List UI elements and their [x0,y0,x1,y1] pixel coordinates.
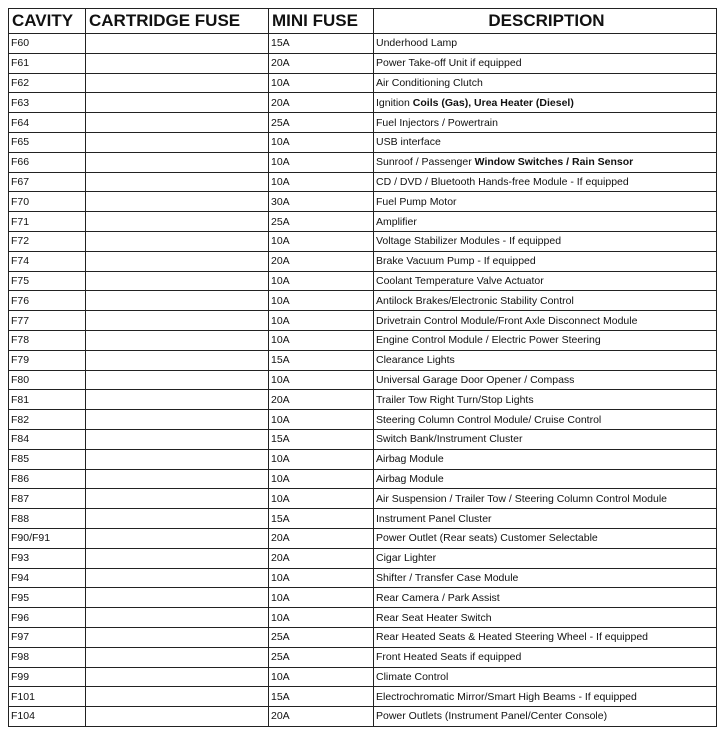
cavity-cell-text: F79 [11,354,30,367]
mini-fuse-cell-text: 25A [271,215,290,228]
cartridge-fuse-cell [86,212,269,232]
cartridge-fuse-cell [86,469,269,489]
description-cell-text: Fuel Pump Motor [376,195,457,208]
cavity-cell [9,528,86,548]
mini-fuse-cell-text: 15A [271,690,290,703]
cartridge-fuse-cell [86,291,269,311]
description-cell [374,34,717,54]
cavity-cell [9,390,86,410]
cartridge-fuse-cell [86,251,269,271]
description-cell [374,53,717,73]
cavity-cell [9,509,86,529]
cavity-cell [9,647,86,667]
cartridge-fuse-cell [86,231,269,251]
cartridge-fuse-cell [86,410,269,430]
cavity-cell-text: F101 [11,690,35,703]
cartridge-fuse-cell [86,172,269,192]
table-row [9,113,717,133]
description-cell [374,291,717,311]
cartridge-fuse-cell [86,667,269,687]
table-row [9,251,717,271]
table-row [9,271,717,291]
cavity-cell [9,172,86,192]
mini-fuse-cell-text: 10A [271,175,290,188]
cavity-cell-text: F80 [11,373,30,386]
cavity-cell [9,212,86,232]
cavity-cell-text: F66 [11,156,30,169]
cavity-cell [9,34,86,54]
table-row [9,528,717,548]
cavity-cell-text: F75 [11,274,30,287]
description-cell-text: CD / DVD / Bluetooth Hands-free Module - If equipped [376,175,629,188]
mini-fuse-cell [269,667,374,687]
cavity-cell [9,449,86,469]
description-cell [374,212,717,232]
description-cell [374,548,717,568]
cavity-cell [9,687,86,707]
description-cell [374,489,717,509]
table-row [9,667,717,687]
mini-fuse-cell [269,271,374,291]
mini-fuse-cell-text: 20A [271,393,290,406]
mini-fuse-cell-text: 20A [271,96,290,109]
mini-fuse-cell [269,291,374,311]
description-cell-text: Trailer Tow Right Turn/Stop Lights [376,393,534,406]
cavity-cell [9,350,86,370]
description-cell [374,528,717,548]
description-cell [374,172,717,192]
cartridge-fuse-cell [86,192,269,212]
description-cell [374,608,717,628]
cartridge-fuse-cell [86,509,269,529]
table-row [9,410,717,430]
description-cell-text: Ignition [376,96,413,109]
description-cell [374,251,717,271]
description-cell [374,687,717,707]
mini-fuse-cell-text: 25A [271,651,290,664]
cartridge-fuse-cell [86,271,269,291]
table-row [9,390,717,410]
cartridge-fuse-cell [86,707,269,727]
cartridge-fuse-cell [86,528,269,548]
description-cell [374,152,717,172]
mini-fuse-cell [269,647,374,667]
mini-fuse-cell-text: 10A [271,274,290,287]
cartridge-fuse-cell [86,132,269,152]
cartridge-fuse-cell [86,608,269,628]
cartridge-fuse-cell [86,311,269,331]
mini-fuse-cell [269,370,374,390]
description-cell-text: Climate Control [376,670,449,683]
table-row [9,53,717,73]
mini-fuse-cell [269,34,374,54]
table-row [9,429,717,449]
cartridge-fuse-cell [86,429,269,449]
description-cell [374,627,717,647]
cartridge-fuse-cell [86,568,269,588]
cavity-cell-text: F97 [11,631,30,644]
table-row [9,707,717,727]
mini-fuse-cell-text: 10A [271,294,290,307]
cavity-cell-text: F61 [11,57,30,70]
description-cell [374,132,717,152]
cavity-cell-text: F77 [11,314,30,327]
description-cell [374,370,717,390]
description-cell-text: Air Conditioning Clutch [376,76,483,89]
cavity-cell-text: F63 [11,96,30,109]
description-cell-text: Brake Vacuum Pump - If equipped [376,255,536,268]
table-row [9,34,717,54]
description-cell-text: USB interface [376,136,441,149]
cavity-cell [9,192,86,212]
mini-fuse-cell-text: 10A [271,334,290,347]
cartridge-fuse-cell [86,687,269,707]
description-cell-text: Switch Bank/Instrument Cluster [376,433,523,446]
description-cell-text: Airbag Module [376,453,444,466]
description-cell-text: Steering Column Control Module/ Cruise Control [376,413,602,426]
cavity-cell [9,93,86,113]
header-cartridge-fuse: CARTRIDGE FUSE [86,9,269,34]
mini-fuse-cell-text: 10A [271,413,290,426]
mini-fuse-cell [269,172,374,192]
description-cell [374,73,717,93]
cavity-cell-text: F85 [11,453,30,466]
mini-fuse-cell [269,449,374,469]
cartridge-fuse-cell [86,390,269,410]
description-cell [374,192,717,212]
mini-fuse-cell [269,53,374,73]
cavity-cell [9,667,86,687]
table-row [9,330,717,350]
description-cell-text: Power Take-off Unit if equipped [376,57,522,70]
description-cell [374,113,717,133]
table-row [9,132,717,152]
table-row [9,172,717,192]
table-row [9,588,717,608]
fuse-table [8,8,717,727]
mini-fuse-cell-text: 20A [271,552,290,565]
description-cell [374,568,717,588]
table-row [9,291,717,311]
header-row [9,9,717,34]
cavity-cell-text: F60 [11,37,30,50]
cartridge-fuse-cell [86,330,269,350]
cavity-cell-text: F70 [11,195,30,208]
cavity-cell [9,370,86,390]
cartridge-fuse-cell [86,350,269,370]
description-cell [374,390,717,410]
table-row [9,647,717,667]
mini-fuse-cell [269,707,374,727]
cavity-cell-text: F86 [11,472,30,485]
description-cell-text: Electrochromatic Mirror/Smart High Beams - If equipped [376,690,637,703]
mini-fuse-cell [269,588,374,608]
cartridge-fuse-cell [86,449,269,469]
cavity-cell-text: F78 [11,334,30,347]
table-row [9,469,717,489]
header-cavity: CAVITY [9,9,86,34]
cartridge-fuse-cell [86,113,269,133]
description-cell-text: Airbag Module [376,472,444,485]
table-row [9,370,717,390]
cavity-cell-text: F90/F91 [11,532,51,545]
description-cell-text: Voltage Stabilizer Modules - If equipped [376,235,562,248]
cavity-cell-text: F81 [11,393,30,406]
description-cell-text: Power Outlets (Instrument Panel/Center Console) [376,710,608,723]
mini-fuse-cell-text: 10A [271,136,290,149]
cavity-cell-text: F62 [11,76,30,89]
description-cell-text: Clearance Lights [376,354,455,367]
description-cell-text: Power Outlet (Rear seats) Customer Selectable [376,532,598,545]
mini-fuse-cell [269,73,374,93]
cartridge-fuse-cell [86,627,269,647]
cavity-cell-text: F93 [11,552,30,565]
table-row [9,152,717,172]
description-cell-text: Cigar Lighter [376,552,437,565]
description-cell [374,469,717,489]
cavity-cell [9,113,86,133]
mini-fuse-cell [269,311,374,331]
mini-fuse-cell-text: 15A [271,433,290,446]
mini-fuse-cell-text: 15A [271,512,290,525]
mini-fuse-cell [269,390,374,410]
mini-fuse-cell [269,93,374,113]
mini-fuse-cell-text: 10A [271,453,290,466]
description-cell [374,449,717,469]
mini-fuse-cell-text: 10A [271,591,290,604]
cavity-cell [9,251,86,271]
mini-fuse-cell-text: 15A [271,37,290,50]
mini-fuse-cell [269,231,374,251]
description-cell [374,509,717,529]
cartridge-fuse-cell [86,647,269,667]
cavity-cell [9,152,86,172]
description-cell-text: Antilock Brakes/Electronic Stability Control [376,294,574,307]
description-bold-text: Window Switches / Rain Sensor [474,156,634,169]
table-row [9,568,717,588]
cavity-cell-text: F104 [11,710,35,723]
mini-fuse-cell [269,192,374,212]
cavity-cell-text: F74 [11,255,30,268]
cavity-cell [9,291,86,311]
cavity-cell [9,588,86,608]
description-cell-text: Engine Control Module / Electric Power Steering [376,334,601,347]
mini-fuse-cell-text: 10A [271,472,290,485]
mini-fuse-cell-text: 10A [271,156,290,169]
description-cell [374,311,717,331]
description-bold-text: Coils (Gas), Urea Heater (Diesel) [412,96,574,109]
mini-fuse-cell-text: 10A [271,611,290,624]
cavity-cell [9,429,86,449]
description-cell [374,647,717,667]
cavity-cell-text: F95 [11,591,30,604]
cavity-cell-text: F99 [11,670,30,683]
cavity-cell [9,489,86,509]
mini-fuse-cell [269,568,374,588]
cavity-cell-text: F96 [11,611,30,624]
mini-fuse-cell [269,132,374,152]
cavity-cell-text: F98 [11,651,30,664]
cavity-cell [9,271,86,291]
description-cell-text: Fuel Injectors / Powertrain [376,116,498,129]
description-cell-text: Sunroof / Passenger [376,156,475,169]
table-row [9,449,717,469]
description-cell-text: Coolant Temperature Valve Actuator [376,274,544,287]
cavity-cell [9,608,86,628]
mini-fuse-cell [269,608,374,628]
cavity-cell [9,330,86,350]
description-cell-text: Drivetrain Control Module/Front Axle Disconnect Module [376,314,638,327]
cavity-cell-text: F94 [11,571,30,584]
cavity-cell [9,548,86,568]
mini-fuse-cell [269,251,374,271]
table-row [9,687,717,707]
description-cell-text: Amplifier [376,215,417,228]
cavity-cell-text: F65 [11,136,30,149]
mini-fuse-cell [269,113,374,133]
description-cell [374,667,717,687]
cartridge-fuse-cell [86,152,269,172]
mini-fuse-cell-text: 25A [271,631,290,644]
description-cell [374,588,717,608]
mini-fuse-cell-text: 15A [271,354,290,367]
mini-fuse-cell-text: 10A [271,314,290,327]
header-description: DESCRIPTION [374,9,717,34]
table-row [9,73,717,93]
table-row [9,212,717,232]
cavity-cell-text: F84 [11,433,30,446]
mini-fuse-cell-text: 10A [271,670,290,683]
table-row [9,350,717,370]
description-cell-text: Rear Heated Seats & Heated Steering Wheel - If equipped [376,631,648,644]
cavity-cell [9,627,86,647]
table-row [9,548,717,568]
table-row [9,231,717,251]
cavity-cell-text: F76 [11,294,30,307]
cartridge-fuse-cell [86,588,269,608]
table-row [9,489,717,509]
table-row [9,509,717,529]
mini-fuse-cell [269,429,374,449]
description-cell-text: Air Suspension / Trailer Tow / Steering Column Control Module [376,492,668,505]
mini-fuse-cell [269,469,374,489]
mini-fuse-cell [269,489,374,509]
cavity-cell-text: F67 [11,175,30,188]
table-row [9,192,717,212]
description-cell [374,429,717,449]
mini-fuse-cell [269,330,374,350]
cavity-cell-text: F82 [11,413,30,426]
cavity-cell [9,568,86,588]
description-cell-text: Rear Seat Heater Switch [376,611,492,624]
description-cell-text: Front Heated Seats if equipped [376,651,522,664]
cavity-cell-text: F87 [11,492,30,505]
mini-fuse-cell-text: 10A [271,373,290,386]
description-cell [374,410,717,430]
cartridge-fuse-cell [86,548,269,568]
cavity-cell [9,311,86,331]
cavity-cell [9,132,86,152]
mini-fuse-cell [269,509,374,529]
mini-fuse-cell [269,627,374,647]
table-row [9,627,717,647]
mini-fuse-cell [269,687,374,707]
cavity-cell [9,231,86,251]
description-cell [374,350,717,370]
cavity-cell [9,53,86,73]
mini-fuse-cell [269,548,374,568]
cartridge-fuse-cell [86,370,269,390]
cavity-cell-text: F72 [11,235,30,248]
header-mini-fuse: MINI FUSE [269,9,374,34]
cavity-cell-text: F88 [11,512,30,525]
description-cell [374,271,717,291]
mini-fuse-cell-text: 25A [271,116,290,129]
cartridge-fuse-cell [86,73,269,93]
mini-fuse-cell-text: 20A [271,255,290,268]
mini-fuse-cell [269,410,374,430]
mini-fuse-cell-text: 20A [271,710,290,723]
mini-fuse-cell-text: 10A [271,235,290,248]
mini-fuse-cell-text: 10A [271,76,290,89]
mini-fuse-cell-text: 10A [271,571,290,584]
cavity-cell-text: F71 [11,215,30,228]
cavity-cell [9,707,86,727]
table-row [9,93,717,113]
mini-fuse-cell-text: 20A [271,57,290,70]
description-cell [374,707,717,727]
description-cell-text: Shifter / Transfer Case Module [376,571,519,584]
mini-fuse-cell [269,528,374,548]
description-cell-text: Rear Camera / Park Assist [376,591,500,604]
fuse-table-body [9,34,717,727]
description-cell [374,93,717,113]
table-row [9,608,717,628]
cavity-cell [9,469,86,489]
mini-fuse-cell [269,152,374,172]
description-cell [374,330,717,350]
cavity-cell [9,410,86,430]
cavity-cell-text: F64 [11,116,30,129]
mini-fuse-cell-text: 10A [271,492,290,505]
cartridge-fuse-cell [86,53,269,73]
mini-fuse-cell [269,350,374,370]
description-cell [374,231,717,251]
mini-fuse-cell-text: 20A [271,532,290,545]
table-row [9,311,717,331]
mini-fuse-cell-text: 30A [271,195,290,208]
description-cell-text: Instrument Panel Cluster [376,512,492,525]
cartridge-fuse-cell [86,34,269,54]
description-cell-text: Underhood Lamp [376,37,458,50]
cartridge-fuse-cell [86,93,269,113]
cavity-cell [9,73,86,93]
mini-fuse-cell [269,212,374,232]
cartridge-fuse-cell [86,489,269,509]
description-cell-text: Universal Garage Door Opener / Compass [376,373,575,386]
